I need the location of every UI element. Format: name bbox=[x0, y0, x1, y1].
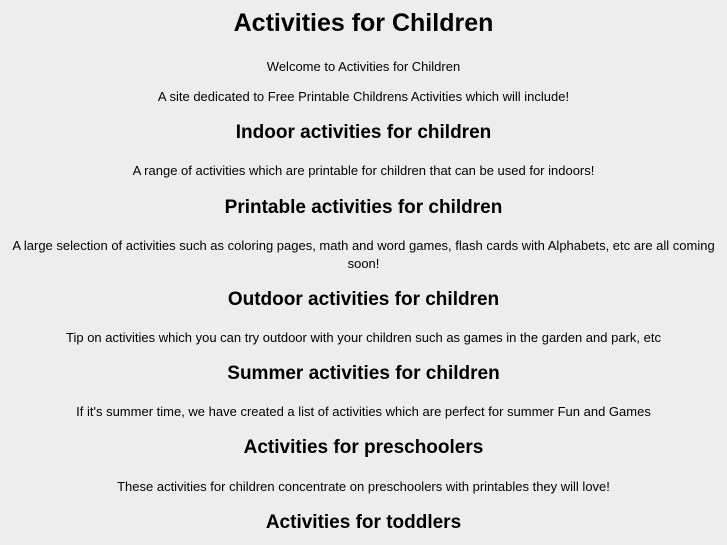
section-text-outdoor: Tip on activities which you can try outdoor with your children such as games in the garden and park, etc bbox=[66, 330, 661, 345]
section-text-printable: A large selection of activities such as coloring pages, math and word games, flash cards with Alphabets, etc are all coming soon! bbox=[12, 238, 715, 271]
section-text-summer: If it's summer time, we have created a list of activities which are perfect for summer Fun and Games bbox=[76, 404, 651, 419]
section-heading-outdoor: Outdoor activities for children bbox=[227, 289, 500, 310]
welcome-text: Welcome to Activities for Children bbox=[266, 59, 461, 74]
section-text-indoor: A range of activities which are printable for children that can be used for indoors! bbox=[132, 163, 595, 178]
page-title: Activities for Children bbox=[233, 9, 494, 37]
section-heading-preschoolers: Activities for preschoolers bbox=[243, 437, 484, 458]
section-heading-indoor: Indoor activities for children bbox=[235, 122, 492, 143]
section-text-preschoolers: These activities for children concentrate on preschoolers with printables they will love! bbox=[117, 479, 610, 494]
section-heading-summer: Summer activities for children bbox=[227, 363, 500, 384]
section-heading-toddlers: Activities for toddlers bbox=[265, 512, 462, 533]
intro-text: A site dedicated to Free Printable Childrens Activities which will include! bbox=[157, 89, 570, 104]
section-heading-printable: Printable activities for children bbox=[224, 197, 503, 218]
